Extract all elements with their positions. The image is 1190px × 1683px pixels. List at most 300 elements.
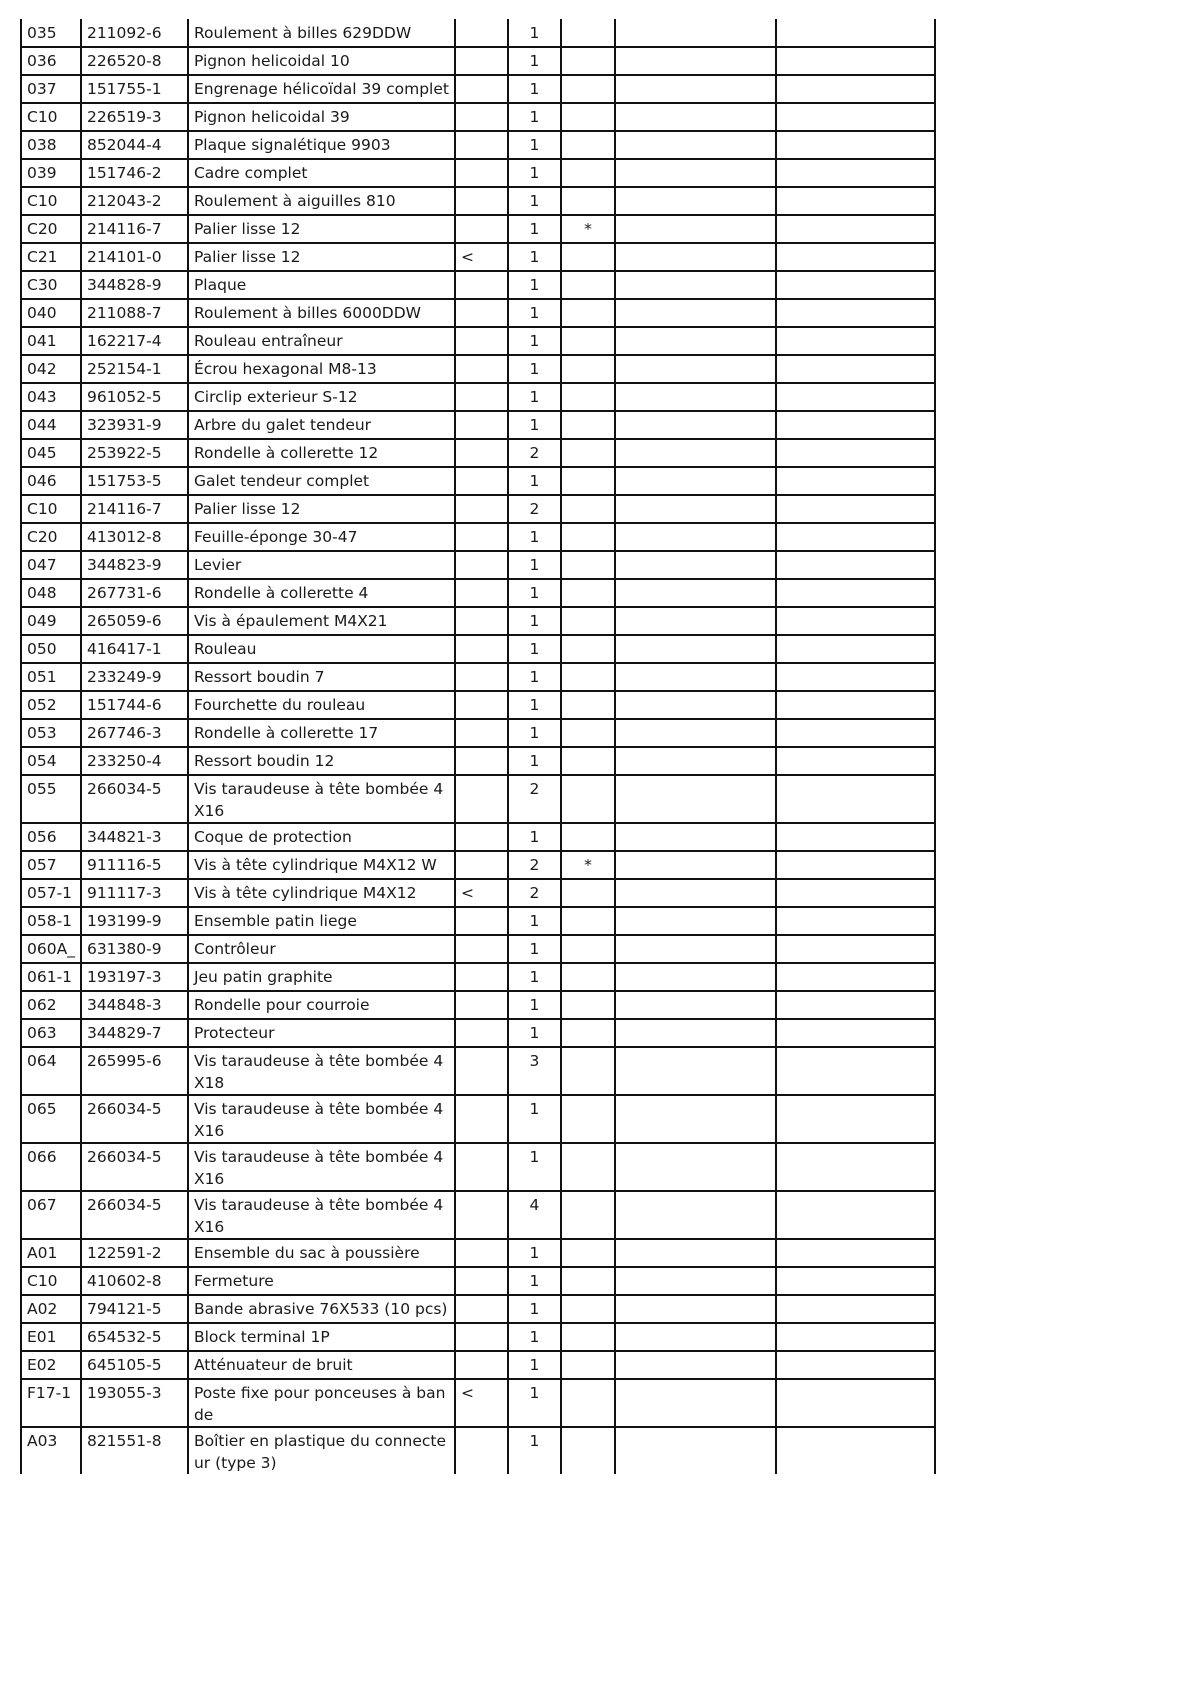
remarks-cell — [615, 467, 776, 495]
extra-cell — [776, 19, 935, 47]
note-mark-cell — [561, 299, 615, 327]
note-mark-cell — [561, 823, 615, 851]
extra-cell — [776, 215, 935, 243]
table-row — [21, 935, 935, 963]
quantity-cell: 1 — [508, 691, 561, 719]
table-row — [21, 879, 935, 907]
extra-cell — [776, 327, 935, 355]
quantity-cell: 1 — [508, 1143, 561, 1191]
item-number-cell: 060A_ — [21, 935, 81, 963]
remarks-cell — [615, 215, 776, 243]
part-number-cell: 211088-7 — [81, 299, 188, 327]
remarks-cell — [615, 719, 776, 747]
note-mark-cell — [561, 1379, 615, 1427]
part-number-cell: 852044-4 — [81, 131, 188, 159]
part-number-cell: 911117-3 — [81, 879, 188, 907]
note-mark-cell — [561, 47, 615, 75]
quantity-cell: 1 — [508, 103, 561, 131]
part-number-cell: 631380-9 — [81, 935, 188, 963]
extra-cell — [776, 1143, 935, 1191]
item-number-cell: A01 — [21, 1239, 81, 1267]
item-number-cell: 067 — [21, 1191, 81, 1239]
quantity-cell: 2 — [508, 775, 561, 823]
part-number-cell: 266034-5 — [81, 775, 188, 823]
table-row — [21, 1095, 935, 1143]
table-row — [21, 383, 935, 411]
part-number-cell: 410602-8 — [81, 1267, 188, 1295]
remarks-cell — [615, 299, 776, 327]
substitution-mark-cell — [455, 1239, 508, 1267]
substitution-mark-cell — [455, 935, 508, 963]
extra-cell — [776, 159, 935, 187]
item-number-cell: 046 — [21, 467, 81, 495]
table-row — [21, 1019, 935, 1047]
part-number-cell: 265995-6 — [81, 1047, 188, 1095]
description-cell: Vis taraudeuse à tête bombée 4X16 — [188, 1095, 455, 1143]
description-cell: Pignon helicoidal 39 — [188, 103, 455, 131]
note-mark-cell — [561, 159, 615, 187]
table-row — [21, 327, 935, 355]
quantity-cell: 1 — [508, 1019, 561, 1047]
extra-cell — [776, 355, 935, 383]
description-cell: Écrou hexagonal M8-13 — [188, 355, 455, 383]
remarks-cell — [615, 691, 776, 719]
table-row — [21, 747, 935, 775]
part-number-cell: 961052-5 — [81, 383, 188, 411]
quantity-cell: 2 — [508, 851, 561, 879]
remarks-cell — [615, 963, 776, 991]
table-row — [21, 495, 935, 523]
remarks-cell — [615, 1191, 776, 1239]
remarks-cell — [615, 383, 776, 411]
part-number-cell: 344823-9 — [81, 551, 188, 579]
part-number-cell: 267746-3 — [81, 719, 188, 747]
extra-cell — [776, 1427, 935, 1474]
substitution-mark-cell — [455, 551, 508, 579]
extra-cell — [776, 991, 935, 1019]
item-number-cell: 065 — [21, 1095, 81, 1143]
note-mark-cell — [561, 327, 615, 355]
description-cell: Ensemble du sac à poussière — [188, 1239, 455, 1267]
extra-cell — [776, 1379, 935, 1427]
description-cell: Fourchette du rouleau — [188, 691, 455, 719]
item-number-cell: 043 — [21, 383, 81, 411]
description-cell: Vis taraudeuse à tête bombée 4X16 — [188, 1143, 455, 1191]
quantity-cell: 1 — [508, 1295, 561, 1323]
item-number-cell: C10 — [21, 1267, 81, 1295]
table-row — [21, 523, 935, 551]
quantity-cell: 1 — [508, 607, 561, 635]
extra-cell — [776, 551, 935, 579]
quantity-cell: 1 — [508, 187, 561, 215]
description-cell: Feuille-éponge 30-47 — [188, 523, 455, 551]
table-row — [21, 159, 935, 187]
note-mark-cell — [561, 879, 615, 907]
extra-cell — [776, 243, 935, 271]
substitution-mark-cell — [455, 1267, 508, 1295]
part-number-cell: 323931-9 — [81, 411, 188, 439]
note-mark-cell — [561, 439, 615, 467]
part-number-cell: 151753-5 — [81, 467, 188, 495]
substitution-mark-cell — [455, 823, 508, 851]
item-number-cell: 048 — [21, 579, 81, 607]
description-cell: Pignon helicoidal 10 — [188, 47, 455, 75]
note-mark-cell — [561, 963, 615, 991]
note-mark-cell — [561, 1239, 615, 1267]
extra-cell — [776, 907, 935, 935]
remarks-cell — [615, 1351, 776, 1379]
description-cell: Rondelle à collerette 17 — [188, 719, 455, 747]
extra-cell — [776, 1267, 935, 1295]
table-row — [21, 1191, 935, 1239]
extra-cell — [776, 467, 935, 495]
quantity-cell: 1 — [508, 215, 561, 243]
remarks-cell — [615, 747, 776, 775]
quantity-cell: 1 — [508, 719, 561, 747]
extra-cell — [776, 1351, 935, 1379]
item-number-cell: 066 — [21, 1143, 81, 1191]
remarks-cell — [615, 1019, 776, 1047]
part-number-cell: 151746-2 — [81, 159, 188, 187]
part-number-cell: 212043-2 — [81, 187, 188, 215]
part-number-cell: 267731-6 — [81, 579, 188, 607]
part-number-cell: 162217-4 — [81, 327, 188, 355]
part-number-cell: 233249-9 — [81, 663, 188, 691]
description-cell: Ressort boudin 7 — [188, 663, 455, 691]
quantity-cell: 1 — [508, 411, 561, 439]
extra-cell — [776, 1239, 935, 1267]
extra-cell — [776, 879, 935, 907]
remarks-cell — [615, 851, 776, 879]
item-number-cell: 057-1 — [21, 879, 81, 907]
quantity-cell: 1 — [508, 159, 561, 187]
table-row — [21, 355, 935, 383]
part-number-cell: 821551-8 — [81, 1427, 188, 1474]
note-mark-cell — [561, 663, 615, 691]
table-row — [21, 851, 935, 879]
part-number-cell: 214101-0 — [81, 243, 188, 271]
note-mark-cell — [561, 1143, 615, 1191]
item-number-cell: 058-1 — [21, 907, 81, 935]
item-number-cell: 057 — [21, 851, 81, 879]
table-row — [21, 271, 935, 299]
quantity-cell: 1 — [508, 1427, 561, 1474]
substitution-mark-cell — [455, 103, 508, 131]
note-mark-cell — [561, 551, 615, 579]
note-mark-cell — [561, 131, 615, 159]
part-number-cell: 252154-1 — [81, 355, 188, 383]
description-cell: Cadre complet — [188, 159, 455, 187]
substitution-mark-cell — [455, 299, 508, 327]
remarks-cell — [615, 271, 776, 299]
table-row — [21, 19, 935, 47]
substitution-mark-cell — [455, 75, 508, 103]
description-cell: Atténuateur de bruit — [188, 1351, 455, 1379]
item-number-cell: 044 — [21, 411, 81, 439]
quantity-cell: 1 — [508, 299, 561, 327]
remarks-cell — [615, 19, 776, 47]
substitution-mark-cell — [455, 963, 508, 991]
substitution-mark-cell: < — [455, 243, 508, 271]
extra-cell — [776, 635, 935, 663]
remarks-cell — [615, 1267, 776, 1295]
extra-cell — [776, 963, 935, 991]
extra-cell — [776, 439, 935, 467]
note-mark-cell — [561, 495, 615, 523]
item-number-cell: C10 — [21, 103, 81, 131]
substitution-mark-cell — [455, 327, 508, 355]
extra-cell — [776, 691, 935, 719]
extra-cell — [776, 935, 935, 963]
quantity-cell: 1 — [508, 963, 561, 991]
remarks-cell — [615, 907, 776, 935]
description-cell: Levier — [188, 551, 455, 579]
part-number-cell: 416417-1 — [81, 635, 188, 663]
extra-cell — [776, 1047, 935, 1095]
remarks-cell — [615, 551, 776, 579]
substitution-mark-cell — [455, 187, 508, 215]
description-cell: Plaque — [188, 271, 455, 299]
note-mark-cell — [561, 75, 615, 103]
extra-cell — [776, 747, 935, 775]
quantity-cell: 1 — [508, 635, 561, 663]
part-number-cell: 211092-6 — [81, 19, 188, 47]
substitution-mark-cell — [455, 775, 508, 823]
quantity-cell: 1 — [508, 19, 561, 47]
substitution-mark-cell — [455, 851, 508, 879]
description-cell: Boîtier en plastique du connecteur (type 3) — [188, 1427, 455, 1474]
remarks-cell — [615, 243, 776, 271]
note-mark-cell — [561, 579, 615, 607]
parts-list-body — [21, 19, 935, 1474]
substitution-mark-cell — [455, 439, 508, 467]
part-number-cell: 645105-5 — [81, 1351, 188, 1379]
description-cell: Ensemble patin liege — [188, 907, 455, 935]
quantity-cell: 1 — [508, 991, 561, 1019]
table-row — [21, 299, 935, 327]
remarks-cell — [615, 103, 776, 131]
quantity-cell: 4 — [508, 1191, 561, 1239]
part-number-cell: 151755-1 — [81, 75, 188, 103]
note-mark-cell — [561, 1267, 615, 1295]
quantity-cell: 1 — [508, 1095, 561, 1143]
part-number-cell: 226519-3 — [81, 103, 188, 131]
substitution-mark-cell — [455, 635, 508, 663]
item-number-cell: 041 — [21, 327, 81, 355]
table-row — [21, 1323, 935, 1351]
quantity-cell: 1 — [508, 355, 561, 383]
substitution-mark-cell — [455, 719, 508, 747]
extra-cell — [776, 607, 935, 635]
part-number-cell: 193197-3 — [81, 963, 188, 991]
note-mark-cell — [561, 719, 615, 747]
remarks-cell — [615, 1295, 776, 1323]
description-cell: Galet tendeur complet — [188, 467, 455, 495]
part-number-cell: 226520-8 — [81, 47, 188, 75]
description-cell: Roulement à billes 629DDW — [188, 19, 455, 47]
item-number-cell: F17-1 — [21, 1379, 81, 1427]
note-mark-cell — [561, 1427, 615, 1474]
part-number-cell: 344828-9 — [81, 271, 188, 299]
substitution-mark-cell — [455, 1351, 508, 1379]
table-row — [21, 907, 935, 935]
item-number-cell: 053 — [21, 719, 81, 747]
item-number-cell: 039 — [21, 159, 81, 187]
quantity-cell: 2 — [508, 879, 561, 907]
note-mark-cell — [561, 775, 615, 823]
quantity-cell: 1 — [508, 47, 561, 75]
substitution-mark-cell — [455, 19, 508, 47]
part-number-cell: 266034-5 — [81, 1143, 188, 1191]
item-number-cell: 051 — [21, 663, 81, 691]
remarks-cell — [615, 327, 776, 355]
item-number-cell: 049 — [21, 607, 81, 635]
quantity-cell: 1 — [508, 1239, 561, 1267]
note-mark-cell — [561, 1191, 615, 1239]
substitution-mark-cell — [455, 991, 508, 1019]
item-number-cell: A02 — [21, 1295, 81, 1323]
remarks-cell — [615, 1239, 776, 1267]
substitution-mark-cell: < — [455, 879, 508, 907]
extra-cell — [776, 663, 935, 691]
item-number-cell: C21 — [21, 243, 81, 271]
note-mark-cell — [561, 271, 615, 299]
note-mark-cell — [561, 607, 615, 635]
table-row — [21, 1267, 935, 1295]
table-row — [21, 1295, 935, 1323]
part-number-cell: 193055-3 — [81, 1379, 188, 1427]
extra-cell — [776, 579, 935, 607]
item-number-cell: 056 — [21, 823, 81, 851]
remarks-cell — [615, 991, 776, 1019]
table-row — [21, 411, 935, 439]
table-row — [21, 467, 935, 495]
quantity-cell: 1 — [508, 75, 561, 103]
substitution-mark-cell — [455, 607, 508, 635]
description-cell: Fermeture — [188, 1267, 455, 1295]
extra-cell — [776, 1191, 935, 1239]
note-mark-cell — [561, 383, 615, 411]
substitution-mark-cell — [455, 215, 508, 243]
extra-cell — [776, 523, 935, 551]
description-cell: Vis à tête cylindrique M4X12 W — [188, 851, 455, 879]
remarks-cell — [615, 579, 776, 607]
part-number-cell: 413012-8 — [81, 523, 188, 551]
table-row — [21, 75, 935, 103]
remarks-cell — [615, 495, 776, 523]
description-cell: Vis à tête cylindrique M4X12 — [188, 879, 455, 907]
substitution-mark-cell: < — [455, 1379, 508, 1427]
description-cell: Jeu patin graphite — [188, 963, 455, 991]
table-row — [21, 187, 935, 215]
item-number-cell: 042 — [21, 355, 81, 383]
quantity-cell: 1 — [508, 523, 561, 551]
note-mark-cell — [561, 243, 615, 271]
note-mark-cell — [561, 411, 615, 439]
extra-cell — [776, 1095, 935, 1143]
item-number-cell: C30 — [21, 271, 81, 299]
extra-cell — [776, 383, 935, 411]
substitution-mark-cell — [455, 747, 508, 775]
table-row — [21, 1379, 935, 1427]
remarks-cell — [615, 439, 776, 467]
note-mark-cell — [561, 523, 615, 551]
substitution-mark-cell — [455, 1143, 508, 1191]
note-mark-cell — [561, 991, 615, 1019]
table-row — [21, 243, 935, 271]
quantity-cell: 1 — [508, 935, 561, 963]
substitution-mark-cell — [455, 1191, 508, 1239]
description-cell: Palier lisse 12 — [188, 215, 455, 243]
item-number-cell: 045 — [21, 439, 81, 467]
substitution-mark-cell — [455, 1019, 508, 1047]
table-row — [21, 47, 935, 75]
note-mark-cell — [561, 1323, 615, 1351]
item-number-cell: 050 — [21, 635, 81, 663]
item-number-cell: A03 — [21, 1427, 81, 1474]
substitution-mark-cell — [455, 579, 508, 607]
extra-cell — [776, 775, 935, 823]
table-row — [21, 103, 935, 131]
remarks-cell — [615, 1427, 776, 1474]
description-cell: Coque de protection — [188, 823, 455, 851]
table-row — [21, 551, 935, 579]
part-number-cell: 344848-3 — [81, 991, 188, 1019]
item-number-cell: E01 — [21, 1323, 81, 1351]
description-cell: Plaque signalétique 9903 — [188, 131, 455, 159]
quantity-cell: 1 — [508, 551, 561, 579]
description-cell: Engrenage hélicoïdal 39 complet — [188, 75, 455, 103]
extra-cell — [776, 75, 935, 103]
quantity-cell: 1 — [508, 1323, 561, 1351]
item-number-cell: 047 — [21, 551, 81, 579]
item-number-cell: 063 — [21, 1019, 81, 1047]
description-cell: Protecteur — [188, 1019, 455, 1047]
quantity-cell: 1 — [508, 579, 561, 607]
item-number-cell: 054 — [21, 747, 81, 775]
description-cell: Contrôleur — [188, 935, 455, 963]
table-row — [21, 1143, 935, 1191]
part-number-cell: 122591-2 — [81, 1239, 188, 1267]
description-cell: Palier lisse 12 — [188, 495, 455, 523]
table-row — [21, 1427, 935, 1474]
table-row — [21, 963, 935, 991]
remarks-cell — [615, 823, 776, 851]
quantity-cell: 1 — [508, 1379, 561, 1427]
quantity-cell: 1 — [508, 467, 561, 495]
substitution-mark-cell — [455, 1295, 508, 1323]
remarks-cell — [615, 1143, 776, 1191]
item-number-cell: C10 — [21, 495, 81, 523]
item-number-cell: C20 — [21, 523, 81, 551]
note-mark-cell — [561, 1047, 615, 1095]
parts-list-table — [20, 19, 936, 1474]
extra-cell — [776, 1295, 935, 1323]
substitution-mark-cell — [455, 47, 508, 75]
quantity-cell: 1 — [508, 243, 561, 271]
item-number-cell: E02 — [21, 1351, 81, 1379]
table-row — [21, 1047, 935, 1095]
extra-cell — [776, 47, 935, 75]
substitution-mark-cell — [455, 907, 508, 935]
remarks-cell — [615, 663, 776, 691]
remarks-cell — [615, 75, 776, 103]
table-row — [21, 1351, 935, 1379]
description-cell: Rondelle à collerette 12 — [188, 439, 455, 467]
note-mark-cell — [561, 1095, 615, 1143]
note-mark-cell — [561, 747, 615, 775]
extra-cell — [776, 495, 935, 523]
